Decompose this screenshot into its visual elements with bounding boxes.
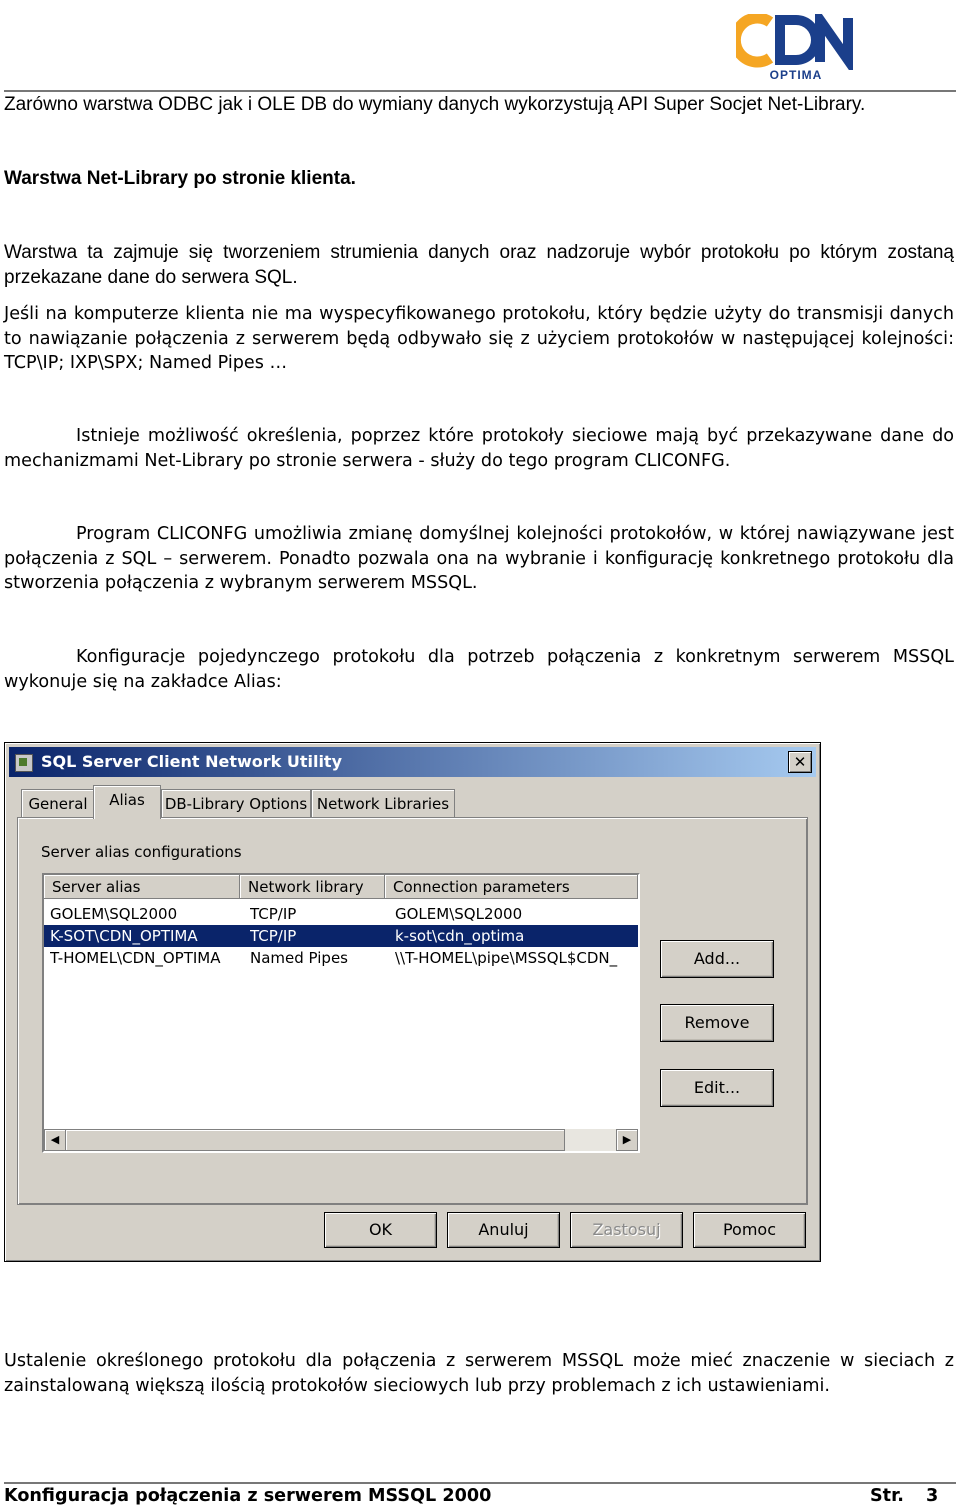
paragraph-conclusion: Ustalenie określonego protokołu dla połączenia z serwerem MSSQL może mieć znaczenie w sieciach z zainstalowaną większą ilością protokołów sieciowych lub przy problemach z ich ustawieniami. [4, 1351, 954, 1396]
cdn-logo-icon [736, 14, 860, 70]
paragraph-layer: Warstwa ta zajmuje się tworzeniem strumienia danych oraz nadzoruje wybór protokołu po którym zostaną przekazane dane do serwera SQL. [4, 242, 954, 288]
table-row[interactable] [44, 947, 638, 969]
close-button[interactable]: ✕ [788, 751, 812, 773]
paragraph-cliconfg-intro: Istnieje możliwość określenia, poprzez które protokoły sieciowe mają być przekazywane dane do mechanizmami Net-Library po stronie serwera - służy do tego program CLICONFG. [4, 426, 954, 471]
app-icon [15, 754, 33, 772]
column-header-connection-parameters[interactable]: Connection parameters [385, 875, 638, 899]
horizontal-scrollbar[interactable] [44, 1129, 638, 1151]
cell-connection-parameters: GOLEM\SQL2000 [395, 905, 523, 923]
cell-server-alias: K-SOT\CDN_OPTIMA [50, 927, 198, 945]
cdn-optima-logo [736, 14, 860, 84]
add-button[interactable]: Add... [660, 940, 774, 978]
remove-button[interactable]: Remove [660, 1004, 774, 1042]
section-heading: Warstwa Net-Library po stronie klienta. [4, 168, 356, 189]
group-label: Server alias configurations [41, 843, 242, 861]
scroll-right-icon[interactable]: ▶ [616, 1129, 638, 1151]
tab-db-library-options[interactable]: DB-Library Options [161, 789, 311, 818]
page-number: 3 [925, 1486, 939, 1506]
paragraph-intro: Zarówno warstwa ODBC jak i OLE DB do wymiany danych wykorzystują API Super Socjet Net-Library. [4, 94, 866, 115]
cell-network-library: Named Pipes [250, 949, 348, 967]
cell-network-library: TCP/IP [250, 927, 297, 945]
column-header-server-alias[interactable]: Server alias [44, 875, 240, 899]
paragraph-alias-tab: Konfiguracje pojedynczego protokołu dla potrzeb połączenia z konkretnym serwerem MSSQL wykonuje się na zakładce Alias: [4, 647, 954, 692]
column-header-network-library[interactable]: Network library [240, 875, 385, 899]
scroll-thumb[interactable] [65, 1129, 565, 1151]
footer-rule [4, 1482, 956, 1484]
tab-general[interactable]: General [21, 789, 95, 818]
dialog-title: SQL Server Client Network Utility [41, 752, 343, 771]
server-alias-list[interactable] [42, 873, 640, 1153]
logo-subtext: OPTIMA [769, 68, 823, 82]
cell-connection-parameters: k-sot\cdn_optima [395, 927, 525, 945]
cell-network-library: TCP/IP [250, 905, 297, 923]
paragraph-protocol-order: Jeśli na komputerze klienta nie ma wyspecyfikowanego protokołu, który będzie użyty do transmisji danych to nawiązanie połączenia z serwerem będą odbywało się z użyciem protokołów w następującej kolejności: TCP\IP; IXP\SPX; Named Pipes … [4, 304, 954, 374]
cell-server-alias: GOLEM\SQL2000 [50, 905, 178, 923]
client-network-utility-dialog [4, 742, 821, 1262]
tab-network-libraries[interactable]: Network Libraries [311, 789, 455, 818]
tab-alias[interactable]: Alias [93, 785, 161, 819]
dialog-titlebar[interactable] [9, 747, 816, 777]
footer-title: Konfiguracja połączenia z serwerem MSSQL 2000 [4, 1486, 492, 1506]
table-row-selected[interactable] [44, 925, 638, 947]
cell-connection-parameters: \\T-HOMEL\pipe\MSSQL$CDN_ [395, 949, 618, 967]
edit-button[interactable]: Edit... [660, 1069, 774, 1107]
cancel-button[interactable]: Anuluj [447, 1212, 560, 1248]
table-row[interactable] [44, 903, 638, 925]
paragraph-cliconfg-usage: Program CLICONFG umożliwia zmianę domyślnej kolejności protokołów, w której nawiązywane jest połączenia z SQL – serwerem. Ponadto pozwala ona na wybranie i konfigurację konkretnego protokołu dla stworzenia połączenia z wybranym serwerem MSSQL. [4, 524, 954, 594]
page-indicator [870, 1486, 938, 1506]
cell-server-alias: T-HOMEL\CDN_OPTIMA [50, 949, 221, 967]
ok-button[interactable]: OK [324, 1212, 437, 1248]
page-label: Str. [870, 1486, 904, 1506]
header-rule [4, 90, 956, 92]
scroll-left-icon[interactable]: ◀ [44, 1129, 66, 1151]
help-button[interactable]: Pomoc [693, 1212, 806, 1248]
apply-button[interactable]: Zastosuj [570, 1212, 683, 1248]
